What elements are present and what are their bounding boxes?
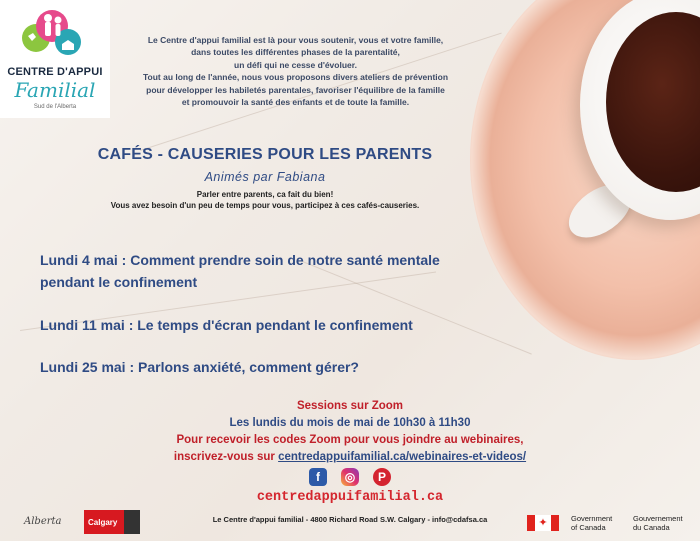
logo-text-region: Sud de l'Alberta bbox=[33, 104, 77, 110]
intro-line: pour développer les habiletés parentales, favoriser l'équilibre de la famille bbox=[146, 84, 445, 95]
zoom-codes-text: Pour recevoir les codes Zoom pour vous joindre au webinaires, bbox=[176, 434, 524, 446]
canada-flag-icon: ✦ bbox=[527, 515, 559, 531]
session-item bbox=[40, 249, 500, 293]
intro-line: un défi qui ne cesse d'évoluer. bbox=[234, 59, 357, 70]
zoom-schedule: Les lundis du mois de mai de 10h30 à 11h30 bbox=[229, 417, 471, 429]
zoom-info bbox=[120, 398, 580, 466]
signup-line bbox=[120, 449, 580, 466]
session-item bbox=[40, 356, 500, 378]
footer-address: Le Centre d'appui familial - 4800 Richard Road S.W. Calgary - info@cdafsa.ca bbox=[212, 515, 488, 524]
gov-fr-line: du Canada bbox=[633, 523, 670, 532]
session-line: Lundi 4 mai : Comment prendre soin de notre santé mentale bbox=[40, 252, 440, 268]
social-links bbox=[300, 468, 400, 488]
tagline bbox=[30, 189, 500, 211]
calgary-logo bbox=[84, 510, 140, 534]
signup-prefix: inscrivez-vous sur bbox=[173, 451, 279, 463]
calgary-logo-text: Calgary bbox=[88, 517, 118, 527]
gov-en-line: of Canada bbox=[571, 523, 606, 532]
facebook-icon[interactable]: f bbox=[309, 468, 327, 486]
family-logo-icon bbox=[18, 6, 88, 64]
page-subtitle: Animés par Fabiana bbox=[204, 170, 326, 184]
tagline-line: Vous avez besoin d'un peu de temps pour vous, participez à ces cafés-causeries. bbox=[110, 201, 420, 210]
intro-line: Le Centre d'appui familial est là pour vous soutenir, vous et votre famille, bbox=[147, 35, 444, 45]
logo-text-script: Familial bbox=[14, 78, 96, 102]
session-line: pendant le confinement bbox=[40, 274, 198, 290]
logo-text-primary: CENTRE D'APPUI bbox=[7, 66, 103, 78]
intro-line: et promouvoir la santé des enfants et de toute la famille. bbox=[181, 97, 410, 108]
tagline-line: Parler entre parents, ca fait du bien! bbox=[196, 190, 334, 199]
intro-line: Tout au long de l'année, nous vous proposons divers ateliers de prévention bbox=[142, 72, 449, 83]
instagram-icon[interactable]: ◎ bbox=[341, 468, 359, 486]
intro-paragraph bbox=[118, 34, 473, 108]
organization-logo bbox=[0, 0, 110, 118]
page-title: CAFÉS - CAUSERIES POUR LES PARENTS bbox=[97, 146, 433, 163]
session-item bbox=[40, 314, 500, 336]
website-link[interactable]: centredappuifamilial.ca bbox=[256, 490, 444, 505]
intro-line: dans toutes les différentes phases de la parentalité, bbox=[191, 47, 400, 58]
government-of-canada-fr bbox=[633, 514, 683, 532]
gov-fr-line: Gouvernement bbox=[633, 514, 683, 523]
gov-en-line: Government bbox=[571, 514, 613, 523]
session-line: Lundi 11 mai : Le temps d'écran pendant le confinement bbox=[40, 317, 413, 333]
webinar-link[interactable]: centredappuifamilial.ca/webinaires-et-videos/ bbox=[278, 451, 527, 463]
alberta-logo: Alberta bbox=[24, 516, 62, 527]
zoom-heading: Sessions sur Zoom bbox=[296, 400, 404, 412]
pinterest-icon[interactable]: P bbox=[373, 468, 391, 486]
calgary-crest-icon bbox=[124, 510, 140, 534]
session-line: Lundi 25 mai : Parlons anxiété, comment gérer? bbox=[40, 359, 359, 375]
government-of-canada-en bbox=[571, 514, 612, 532]
